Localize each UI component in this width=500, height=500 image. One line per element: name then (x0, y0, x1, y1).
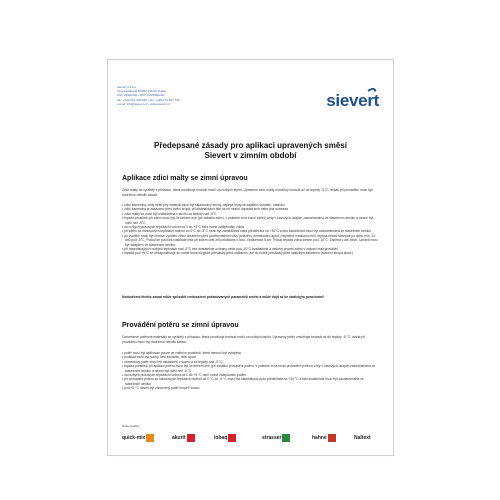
company-line: IČO: 25920200 • DIČ: CZ25920200 (117, 93, 165, 98)
company-line: Vinohradská 112/2352 130 00 Praha (117, 89, 166, 94)
section2-intro: Cementové potěrové materiály se vyrábějí s přísadou, která umožňuje tvrdnutí malt i za nízkých teplot. Upravený potěr umožňuje tvrdnutí až do teploty -5 °C, avšak při provádění musí být dodrženo několik zásad: (122, 335, 366, 344)
company-line: Sievert CZ a.s. (117, 85, 137, 89)
list-item: • teplota pod +5°C se nezapodělouje do nutné technologické přestávky před omítáním, ani do nutné přestávky před statickým zatížením (stavení stropu apod.) (122, 251, 378, 255)
brand-naltext (354, 432, 371, 444)
section2-bullet-list (122, 351, 378, 391)
list-item: • pod +5 °C nesmí být zhotovený potěr krupen vodou (122, 386, 378, 390)
brands-label: Naše značky: (122, 424, 141, 428)
brand-name: quick-mix (122, 435, 146, 441)
list-item: • zdicí kameniny je zakázáno před zdění kropit, při obdelávkach tiše na ně nesmí dopadat sníh nebo jiná námraza (122, 207, 378, 211)
list-item: • potěr musí být aplikován pouze ve vnitřním prostředí, které nemusí být vytápěno (122, 351, 378, 355)
brand-mark-icon (228, 434, 236, 442)
brand-quick-mix (122, 432, 154, 444)
brand-hahne (312, 432, 336, 444)
list-item: • zdicí malty ke musí být uskladněna v suchu za teploty nad -5°C (122, 212, 378, 216)
list-item: • za nízkých plusových teplotách hodnot od 0 do +5 °C není nutné zateplování potěru (122, 373, 378, 377)
list-item: • cementový potěr musí být uskladněn v suchu a za teploty nad -5 °C (122, 360, 378, 364)
list-item: • při provádění potěru za minusových teplotách hodnot od 0 °C do -5 °C musí být zámědková voda předehřátá na +30 °C a tato skutečnost musí být zaznamenána ve stavebním deníku (122, 377, 378, 386)
brand-mark-icon (146, 434, 154, 442)
logo-text: sievert (326, 91, 379, 110)
document-page (107, 59, 394, 456)
brand-mark-icon (187, 434, 195, 442)
title-line: Předepsané zásady pro aplikaci upravených směsí (154, 141, 347, 150)
list-item: • při zdění za minusových teplotách hodnot od 0°C do -5°C musí být zámědková voda předehřátá na +30°C a teto skutečnost musí být zaznamenána ve stavebním deníku (122, 229, 378, 233)
company-line: tel.: +420 272 102 930 • fax: +420 274 817 720 (117, 97, 180, 102)
warning-note: Nedodržení těchto zásad může způsobit nedosažení požadovaných parametrů směsi a může dojít až ke statickým poruchám!! (122, 295, 325, 299)
list-item: • teplota prostředí při zdění musí být 3x během dne (při začátku zdění, v poledne a na konci zdění) vždy v časových údajích zaznamenána ve stavebním deníku a neomí být nižší než -5°C (122, 216, 378, 225)
list-item: • po vyzdění musí být čerstvé vyzdění zdivo chráněno před povětrnostními vlivy (sněžení, zmrazování apod.) nejméně mrakovou fólií, teplota nesmí klesnout po dobu min. 14 dnů pod -5°C. Pokud se pod fólii nasklade lesk při kolem celé zdi položkami v noci. Vzdálenost 5 cm. Pokud teplota zdiva klesne pod -10°C. Zajímat v ale zdivo. Upravit musí být zateplení ve stavebním deníku. (122, 234, 378, 247)
brand-lobaq (214, 432, 236, 444)
list-item: • teplota prostředí při aplikaci potěru musí být 3x během dne (při začátku provádění potěru, v poledne a na konci provádění potěru) vždy v časových údajích zaznamenána ve stavebním deníku a nesmí být nižší než -5 °C (122, 364, 378, 373)
document-title (108, 141, 393, 161)
list-item: • za nízkých plusových teplotách hodnot od 0 do +5°C není nutné zateplování zdiva (122, 225, 378, 229)
title-line: Sievert v zimním období (204, 151, 297, 160)
section1-intro: Zdicí malty se vyrábějí s přísadou, která umožňuje tvrdnutí malt i za nízkých teplot. Upravené zdicí malty umožňují tvrdnutí až do teploty -5 °C, avšak při provádění musí být dodrženo několik zásad: (122, 188, 373, 197)
company-address-block (117, 85, 197, 106)
brand-mark-icon (282, 434, 290, 442)
brand-logos-row (122, 432, 384, 446)
section1-heading: Aplikace zdicí malty se zimní úpravou (122, 175, 248, 182)
brand-name: akurit (172, 435, 186, 441)
list-item: • podklad musí být suchý, bez zmrazku, ledu apod. (122, 355, 378, 359)
brand-mark-icon (328, 434, 336, 442)
brand-strasser (262, 432, 290, 444)
section1-bullet-list (122, 203, 378, 256)
company-line: e-mail: info@sievert.cz • www.sievert.cz (117, 101, 170, 106)
brand-name: lobaq (214, 435, 228, 441)
sievert-logo (326, 91, 379, 111)
section2-heading: Provádění potěru se zimní úpravou (122, 322, 239, 329)
brand-name: hahne (312, 435, 327, 441)
brand-akurit (172, 432, 195, 444)
brand-name: Naltext (354, 435, 371, 441)
list-item: • zdicí kameniny, cihly nebo jiný materiál musí být skladovány suchy, nejlépe kryty se zajištění vyndání, oblastní (122, 203, 378, 207)
brand-name: strasser (262, 435, 282, 441)
list-item: • při obsedávajících nízkých teplotách nad -5°C bez dostatečné ochrany nebo pod -10°C kvalitativně a celkový proces zdění v zdivání malt provádět (122, 247, 378, 251)
